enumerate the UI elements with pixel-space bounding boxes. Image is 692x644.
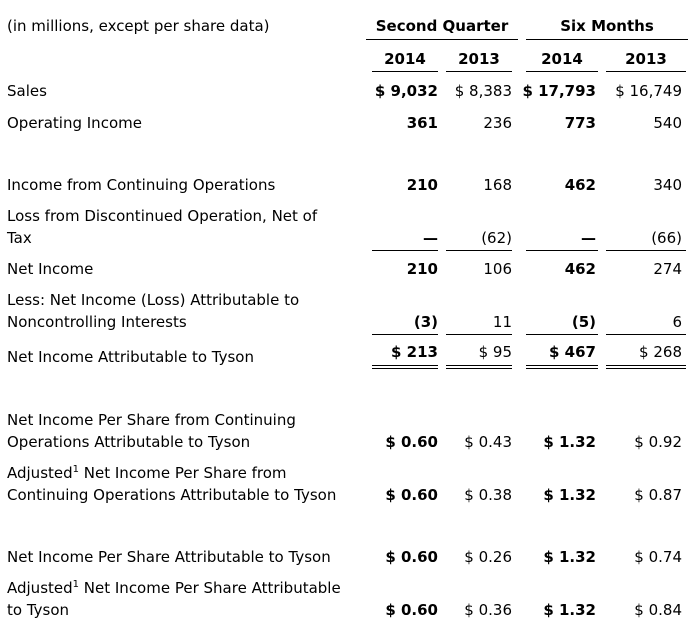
header-second-quarter: Second Quarter	[375, 17, 509, 35]
year-underline	[526, 71, 598, 72]
row-label-sales: Sales	[7, 82, 47, 100]
cell-sales-6m2013: $ 16,749	[615, 82, 682, 100]
cell-epstys-6m2013: $ 0.74	[634, 548, 682, 566]
cell-epstys-6m2014: $ 1.32	[543, 548, 596, 566]
total-double-rule	[606, 365, 686, 369]
cell-adjepscont-6m2013: $ 0.87	[634, 486, 682, 504]
total-double-rule	[372, 365, 438, 369]
cell-epscont-q2013: $ 0.43	[464, 433, 512, 451]
cell-inccont-q2013: 168	[483, 176, 512, 194]
cell-netinc-6m2013: 274	[653, 260, 682, 278]
header-underline-six-months	[526, 39, 688, 40]
header-six-months: Six Months	[560, 17, 654, 35]
footnote-marker: 1	[72, 579, 80, 590]
row-label-loss-discontinued-2: Tax	[7, 229, 32, 247]
cell-epscont-6m2014: $ 1.32	[543, 433, 596, 451]
cell-epstys-q2014: $ 0.60	[385, 548, 438, 566]
cell-inccont-6m2014: 462	[564, 176, 596, 194]
cell-nitys-q2013: $ 95	[478, 343, 512, 361]
cell-lossdisc-6m2013: (66)	[651, 229, 682, 247]
cell-netinc-q2014: 210	[406, 260, 438, 278]
cell-nci-q2014: (3)	[413, 313, 438, 331]
row-label-net-income-tyson: Net Income Attributable to Tyson	[7, 348, 254, 366]
cell-netinc-6m2014: 462	[564, 260, 596, 278]
row-label-adj-eps-continuing-2: Continuing Operations Attributable to Tyson	[7, 486, 337, 504]
year-underline	[606, 71, 686, 72]
footnote-marker: 1	[72, 464, 80, 475]
label-remainder: Net Income Per Share from	[79, 464, 287, 482]
subtotal-rule	[446, 334, 512, 335]
cell-nci-6m2014: (5)	[571, 313, 596, 331]
cell-opinc-6m2014: 773	[564, 114, 596, 132]
subtotal-rule	[526, 334, 598, 335]
cell-epscont-q2014: $ 0.60	[385, 433, 438, 451]
row-label-net-income: Net Income	[7, 260, 94, 278]
cell-inccont-6m2013: 340	[653, 176, 682, 194]
row-label-adj-eps-continuing-1	[7, 462, 286, 484]
cell-nitys-6m2013: $ 268	[639, 343, 682, 361]
cell-sales-6m2014: $ 17,793	[522, 82, 596, 100]
cell-adjepstys-6m2014: $ 1.32	[543, 601, 596, 619]
year-6m-2014: 2014	[541, 50, 583, 68]
cell-epscont-6m2013: $ 0.92	[634, 433, 682, 451]
row-label-less-nci-1: Less: Net Income (Loss) Attributable to	[7, 291, 300, 309]
subtotal-rule	[526, 250, 598, 251]
header-underline-quarter	[366, 39, 518, 40]
row-label-less-nci-2: Noncontrolling Interests	[7, 313, 187, 331]
cell-lossdisc-q2013: (62)	[481, 229, 512, 247]
cell-adjepstys-6m2013: $ 0.84	[634, 601, 682, 619]
subtotal-rule	[606, 250, 686, 251]
cell-lossdisc-6m2014: —	[581, 229, 596, 247]
adjusted-word: Adjusted	[7, 464, 73, 482]
cell-adjepscont-q2013: $ 0.38	[464, 486, 512, 504]
row-label-adj-eps-tyson-1	[7, 577, 341, 599]
year-6m-2013: 2013	[625, 50, 667, 68]
year-underline	[446, 71, 512, 72]
cell-nci-6m2013: 6	[672, 313, 682, 331]
cell-netinc-q2013: 106	[483, 260, 512, 278]
cell-lossdisc-q2014: —	[423, 229, 438, 247]
cell-adjepscont-6m2014: $ 1.32	[543, 486, 596, 504]
row-label-eps-tyson: Net Income Per Share Attributable to Tyson	[7, 548, 331, 566]
cell-nitys-6m2014: $ 467	[549, 343, 596, 361]
units-note: (in millions, except per share data)	[7, 17, 270, 35]
cell-nci-q2013: 11	[492, 313, 512, 331]
subtotal-rule	[372, 334, 438, 335]
row-label-income-continuing: Income from Continuing Operations	[7, 176, 276, 194]
year-q-2013: 2013	[458, 50, 500, 68]
cell-epstys-q2013: $ 0.26	[464, 548, 512, 566]
row-label-eps-continuing-2: Operations Attributable to Tyson	[7, 433, 251, 451]
cell-adjepscont-q2014: $ 0.60	[385, 486, 438, 504]
cell-opinc-q2014: 361	[406, 114, 438, 132]
subtotal-rule	[372, 250, 438, 251]
cell-adjepstys-q2014: $ 0.60	[385, 601, 438, 619]
row-label-loss-discontinued-1: Loss from Discontinued Operation, Net of	[7, 207, 318, 225]
cell-sales-q2014: $ 9,032	[374, 82, 438, 100]
cell-inccont-q2014: 210	[406, 176, 438, 194]
cell-opinc-6m2013: 540	[653, 114, 682, 132]
cell-opinc-q2013: 236	[483, 114, 512, 132]
row-label-operating-income: Operating Income	[7, 114, 142, 132]
row-label-adj-eps-tyson-2: to Tyson	[7, 601, 70, 619]
subtotal-rule	[446, 250, 512, 251]
row-label-eps-continuing-1: Net Income Per Share from Continuing	[7, 411, 296, 429]
total-double-rule	[526, 365, 598, 369]
cell-sales-q2013: $ 8,383	[454, 82, 512, 100]
adjusted-word: Adjusted	[7, 579, 73, 597]
subtotal-rule	[606, 334, 686, 335]
year-q-2014: 2014	[384, 50, 426, 68]
cell-nitys-q2014: $ 213	[391, 343, 438, 361]
year-underline	[372, 71, 438, 72]
total-double-rule	[446, 365, 512, 369]
label-remainder: Net Income Per Share Attributable	[79, 579, 341, 597]
cell-adjepstys-q2013: $ 0.36	[464, 601, 512, 619]
